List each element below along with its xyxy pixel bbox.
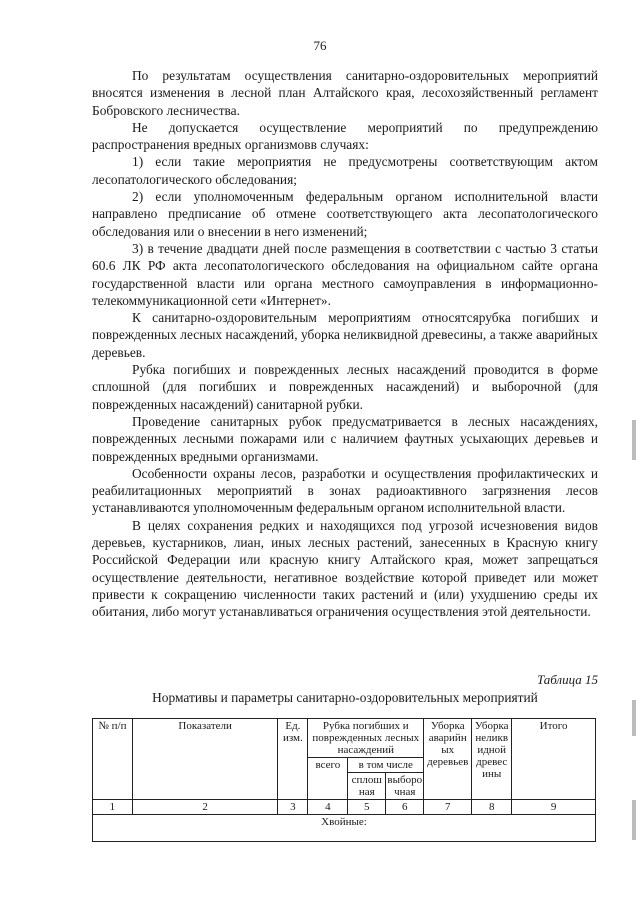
column-number: 1 [93,800,133,815]
paragraph: Особенности охраны лесов, разработки и осуществления профилактических и реабилитационных мероприятий в зонах радиоактивного загрязнения лесов устанавливаются уполномоченным федеральным органом исполнительной власти. [92,465,598,516]
column-number: 7 [424,800,472,815]
header-clear: сплош ная [348,773,386,800]
header-unit: Ед. изм. [278,719,308,800]
header-sum: Итого [512,719,596,800]
column-number: 9 [512,800,596,815]
table-title: Нормативы и параметры санитарно-оздоровительных мероприятий [152,690,538,705]
page-number: 76 [313,38,327,53]
paragraph: К санитарно-оздоровительным мероприятиям относятсярубка погибших и поврежденных лесных насаждений, уборка неликвидной древесины, а также аварийных деревьев. [92,310,598,360]
column-number: 3 [278,800,308,815]
column-number: 2 [132,800,278,815]
paragraph: По результатам осуществления санитарно-оздоровительных мероприятий вносятся изменения в лесной план Алтайского края, лесохозяйственный регламент Бобровского лесничества. [92,68,598,118]
paragraph: 3) в течение двадцати дней после размещения в соответствии с частью 3 статьи 60.6 ЛК РФ акта лесопатологического обследования на официальном сайте органа государственной власти или органа местного самоуправления в информационно-телекоммуникационной сети «Интернет». [92,240,598,308]
header-illiquid: Уборка неликв идной древес ины [472,719,512,800]
scan-edge-mark [632,800,636,840]
column-number: 6 [386,800,424,815]
header-indicators: Показатели [132,719,278,800]
body-text [92,67,598,621]
header-total: всего [308,758,348,800]
header-including: в том числе [348,758,424,773]
header-num: № п/п [93,719,133,800]
scan-edge-mark [632,700,636,736]
paragraph: Проведение санитарных рубок предусматривается в лесных насаждениях, поврежденных лесными пожарами или с наличием фаутных усыхающих деревьев и поврежденных вредными организмами. [92,413,598,464]
column-number: 8 [472,800,512,815]
paragraph: 2) если уполномоченным федеральным органом исполнительной власти направлено предписание об отмене соответствующего акта лесопатологического обследования или о внесении в него изменений; [92,189,598,239]
scan-edge-mark [632,420,636,460]
header-emergency: Уборка аварийн ых деревьев [424,719,472,800]
norms-table [92,718,596,842]
paragraph: Рубка погибших и поврежденных лесных насаждений проводится в форме сплошной (для погибших и поврежденных насаждений) и выборочной (для поврежденных насаждений) санитарной рубки. [92,362,598,412]
header-selective: выборо чная [387,774,423,798]
paragraph: В целях сохранения редких и находящихся под угрозой исчезновения видов деревьев, кустарников, лиан, иных лесных растений, занесенных в Красную книгу Российской Федерации или красную книгу Алтайского края, может запрещаться осуществление деятельности, негативное воздействие которой приведет или может привести к сокращению численности таких растений и (или) ухудшению среды их обитания, либо могут устанавливаться ограничения осуществления этой деятельности. [92,517,598,620]
column-number: 5 [348,800,386,815]
paragraph: 1) если такие мероприятия не предусмотрены соответствующим актом лесопатологического обследования; [92,154,598,187]
table-label: Таблица 15 [536,672,598,687]
paragraph: Не допускается осуществление мероприятий по предупреждению распространения вредных организмовв случаях: [92,119,598,153]
header-felling: Рубка погибших и поврежденных лесных насаждений [308,719,424,758]
section-label-conifers: Хвойные: [93,815,596,842]
column-number: 4 [308,800,348,815]
